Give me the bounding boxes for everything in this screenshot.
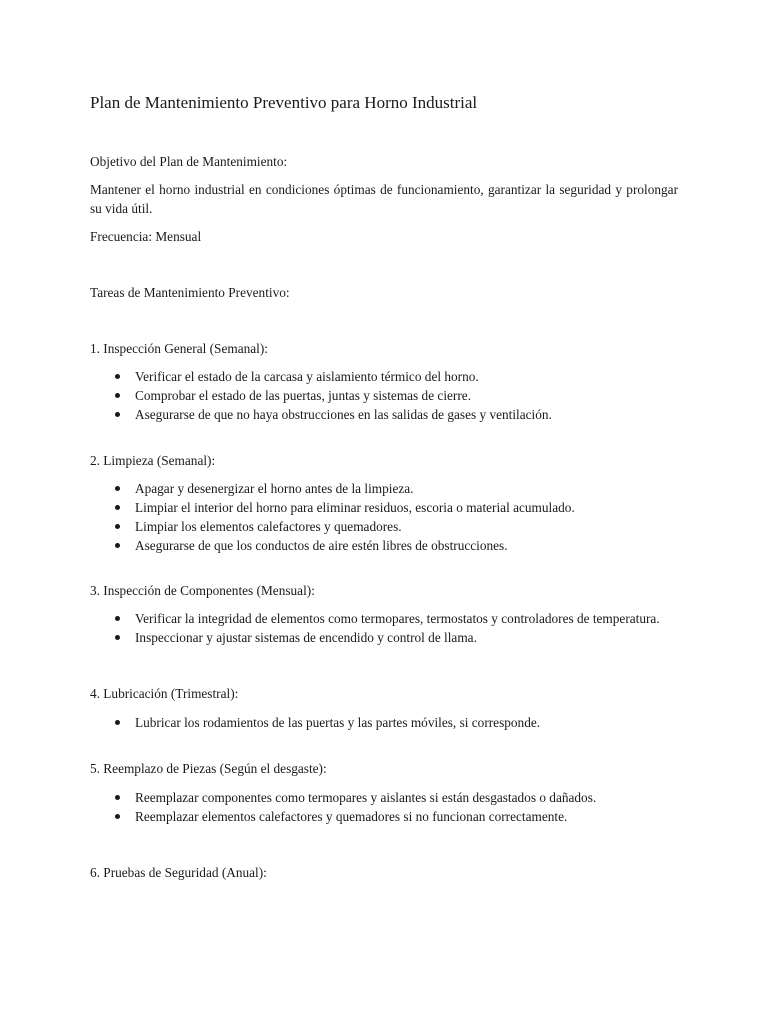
bullet-icon: [115, 524, 120, 529]
list-item: Limpiar los elementos calefactores y quemadores.: [90, 517, 575, 536]
section-heading-limpieza: 2. Limpieza (Semanal):: [90, 453, 216, 468]
frequency-text: Frecuencia: Mensual: [90, 229, 202, 244]
bullet-icon: [115, 393, 120, 398]
section-heading-lubricacion: 4. Lubricación (Trimestral):: [90, 686, 239, 701]
document-title: Plan de Mantenimiento Preventivo para Horno Industrial: [90, 93, 478, 112]
tasks-heading: Tareas de Mantenimiento Preventivo:: [90, 285, 290, 300]
section-list-reemplazo-piezas: [90, 788, 596, 826]
section-heading-inspeccion-componentes: 3. Inspección de Componentes (Mensual):: [90, 583, 315, 598]
section-list-limpieza: [90, 479, 575, 555]
list-item: Lubricar los rodamientos de las puertas y las partes móviles, si corresponde.: [90, 713, 540, 732]
list-item: Asegurarse de que no haya obstrucciones en las salidas de gases y ventilación.: [90, 405, 552, 424]
section-list-inspeccion-general: [90, 367, 552, 424]
objective-text: Mantener el horno industrial en condiciones óptimas de funcionamiento, garantizar la seguridad y prolongar su vida útil.: [90, 182, 678, 216]
bullet-icon: [115, 543, 120, 548]
bullet-icon: [115, 616, 120, 621]
bullet-icon: [115, 635, 120, 640]
bullet-icon: [115, 374, 120, 379]
objective-heading: Objetivo del Plan de Mantenimiento:: [90, 154, 288, 169]
section-heading-pruebas-seguridad: 6. Pruebas de Seguridad (Anual):: [90, 865, 267, 880]
list-item: Asegurarse de que los conductos de aire estén libres de obstrucciones.: [90, 536, 575, 555]
bullet-icon: [115, 720, 120, 725]
list-item: Reemplazar elementos calefactores y quemadores si no funcionan correctamente.: [90, 807, 596, 826]
bullet-icon: [115, 795, 120, 800]
bullet-icon: [115, 814, 120, 819]
bullet-icon: [115, 486, 120, 491]
list-item: Inspeccionar y ajustar sistemas de encendido y control de llama.: [90, 628, 660, 647]
list-item: Verificar la integridad de elementos como termopares, termostatos y controladores de temperatura.: [90, 609, 660, 628]
bullet-icon: [115, 412, 120, 417]
section-list-lubricacion: [90, 713, 540, 732]
section-heading-reemplazo-piezas: 5. Reemplazo de Piezas (Según el desgaste):: [90, 761, 327, 776]
list-item: Comprobar el estado de las puertas, juntas y sistemas de cierre.: [90, 386, 552, 405]
list-item: Reemplazar componentes como termopares y aislantes si están desgastados o dañados.: [90, 788, 596, 807]
bullet-icon: [115, 505, 120, 510]
list-item: Apagar y desenergizar el horno antes de la limpieza.: [90, 479, 575, 498]
list-item: Limpiar el interior del horno para eliminar residuos, escoria o material acumulado.: [90, 498, 575, 517]
section-heading-inspeccion-general: 1. Inspección General (Semanal):: [90, 341, 268, 356]
list-item: Verificar el estado de la carcasa y aislamiento térmico del horno.: [90, 367, 552, 386]
section-list-inspeccion-componentes: [90, 609, 660, 647]
